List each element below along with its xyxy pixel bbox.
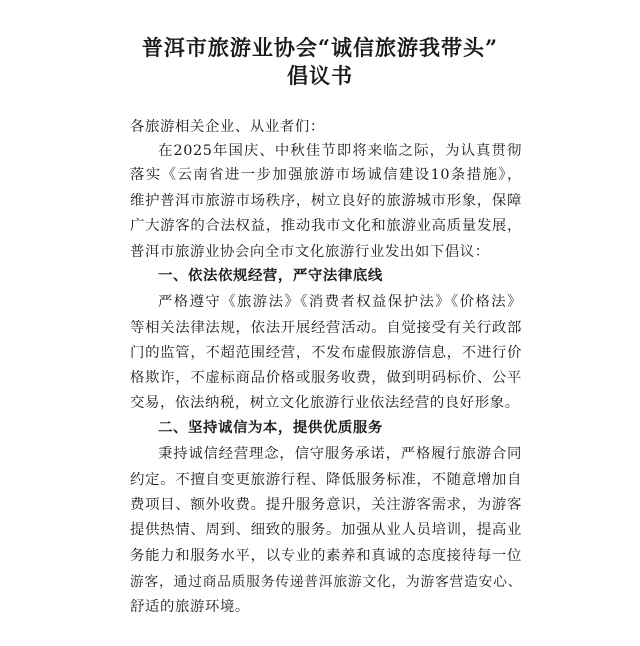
intro-line: 落实《云南省进一步加强旅游市场诚信建设10条措施》， xyxy=(130,167,522,183)
section-heading-2: 二、坚持诚信为本，提供优质服务 xyxy=(158,420,383,436)
section2-line: 游客，通过商品质服务传递普洱旅游文化，为游客营造安心、 xyxy=(130,574,522,590)
intro-line: 广大游客的合法权益，推动我市文化和旅游业高质量发展， xyxy=(130,218,522,234)
section2-line: 提供热情、周到、细致的服务。加强从业人员培训，提高业 xyxy=(130,522,522,538)
section1-line: 等相关法律法规，依法开展经营活动。自觉接受有关行政部 xyxy=(130,320,522,336)
section2-line: 秉持诚信经营理念，信守服务承诺，严格履行旅游合同 xyxy=(158,446,522,462)
intro-line: 在2025年国庆、中秋佳节即将来临之际，为认真贯彻 xyxy=(158,143,522,159)
section2-line: 费项目、额外收费。提升服务意识，关注游客需求，为游客 xyxy=(130,497,522,513)
section1-line: 交易，依法纳税，树立文化旅游行业依法经营的良好形象。 xyxy=(130,395,520,411)
document-title-subline: 倡议书 xyxy=(287,63,353,88)
document-title: 普洱市旅游业协会“诚信旅游我带头” xyxy=(141,35,499,60)
section-heading-1: 一、依法依规经营，严守法律底线 xyxy=(158,268,383,284)
section2-line: 约定。不擅自变更旅游行程、降低服务标准，不随意增加自 xyxy=(130,472,522,488)
section1-line: 格欺诈，不虚标商品价格或服务收费，做到明码标价、公平 xyxy=(130,370,522,386)
section2-line: 务能力和服务水平，以专业的素养和真诚的态度接待每一位 xyxy=(130,548,522,564)
intro-line: 普洱市旅游业协会向全市文化旅游行业发出如下倡议： xyxy=(130,244,490,260)
intro-line: 维护普洱市旅游市场秩序，树立良好的旅游城市形象，保障 xyxy=(130,193,522,209)
salutation: 各旅游相关企业、从业者们： xyxy=(130,119,325,135)
section1-line: 严格遵守《旅游法》《消费者权益保护法》《价格法》 xyxy=(158,294,522,310)
section1-line: 门的监管，不超范围经营，不发布虚假旅游信息，不进行价 xyxy=(130,345,522,361)
section2-line: 舒适的旅游环境。 xyxy=(130,599,250,615)
